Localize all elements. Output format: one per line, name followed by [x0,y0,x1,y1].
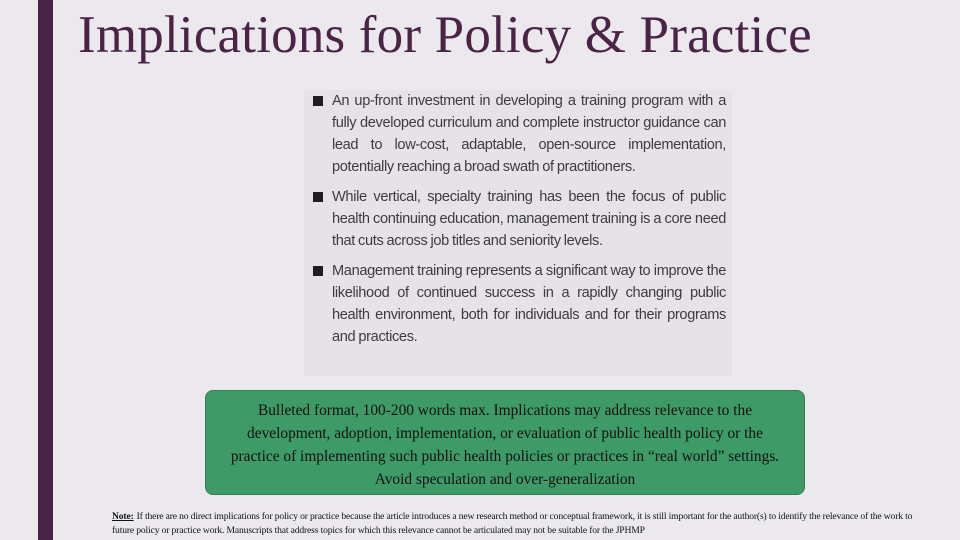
accent-bar [38,0,53,540]
square-bullet-icon [313,192,323,202]
implications-bullet-list [304,90,732,348]
bullet-text: An up-front investment in developing a training program with a fully developed curriculum and complete instructor guidance can lead to low-cost, adaptable, open-source implementation, potentially reaching a broad swath of practitioners. [332,93,726,175]
article-excerpt-image [304,90,732,376]
square-bullet-icon [313,266,323,276]
note-label: Note: [112,511,134,522]
callout-text: Bulleted format, 100-200 words max. Implications may address relevance to the development, adoption, implementation, or evaluation of public health policy or the practice of implementing such public health policies or practices in “real world” settings. Avoid speculation and over-generalization [230,402,780,488]
footnote [112,510,932,538]
guidance-callout-box [205,390,805,495]
bullet-text: Management training represents a significant way to improve the likelihood of continued success in a rapidly changing public health environment, both for individuals and for their programs and practices. [332,263,726,345]
bullet-item [304,186,732,252]
square-bullet-icon [313,96,323,106]
bullet-text: While vertical, specialty training has been the focus of public health continuing education, management training is a core need that cuts across job titles and seniority levels. [332,189,726,249]
bullet-item [304,260,732,348]
bullet-item [304,90,732,178]
slide-title: Implications for Policy & Practice [78,6,812,64]
note-text: If there are no direct implications for policy or practice because the article introduces a new research method or conceptual framework, it is still important for the author(s) to identify the relevance of the work to future policy or practice work. Manuscripts that address topics for which this relevance cannot be articulated may not be suitable for the JPHMP [112,511,913,536]
